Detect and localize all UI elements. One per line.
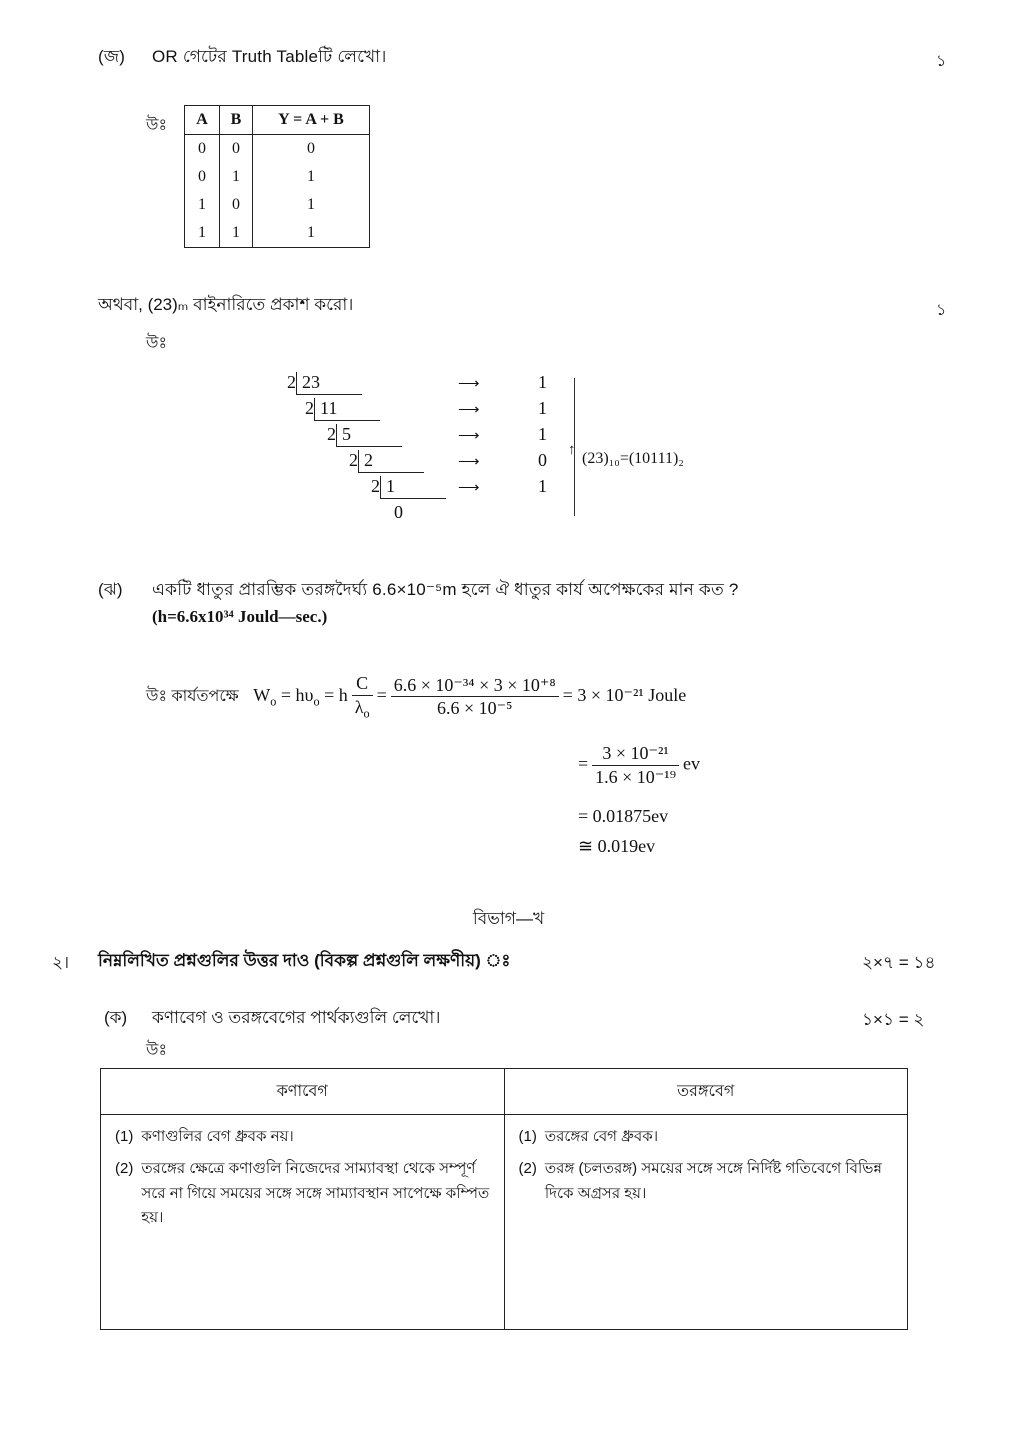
fraction-c-lambda: $\frac{C}{\lambda_o}$ xyxy=(352,672,373,722)
question-ka xyxy=(104,1005,440,1033)
question-2-text: নিম্নলিখিত প্রশ্নগুলির উত্তর দাও (বিকল্প প্রশ্নগুলি লক্ষণীয়) ঃ xyxy=(98,951,511,970)
table-row xyxy=(185,135,370,164)
comparison-cell-right xyxy=(504,1115,908,1330)
list-item-number: (1) xyxy=(115,1128,134,1145)
answer-ka-label: উঃ xyxy=(146,1042,167,1059)
truth-table-header-a: A xyxy=(185,106,220,135)
remainder-2: 1 xyxy=(538,398,547,418)
answer-ja-label: উঃ xyxy=(146,117,167,134)
dividend: 23 xyxy=(296,372,362,395)
question-ja-label: (জ) xyxy=(98,47,126,66)
table-row xyxy=(185,163,370,191)
division-row-1 xyxy=(282,372,362,395)
table-row xyxy=(185,219,370,248)
list-item-text: কণাগুলির বেগ ধ্রুবক নয়। xyxy=(141,1128,294,1145)
binary-result: (23)₁₀=(10111)₂ xyxy=(582,450,684,467)
binary-division-work xyxy=(282,372,742,532)
cell-y: 1 xyxy=(253,219,370,248)
cell-a: 0 xyxy=(185,135,220,164)
arrow-icon: ⟶ xyxy=(458,428,479,444)
value-joule-num: 3 × 10⁻²¹ xyxy=(592,742,679,766)
comparison-table-grid xyxy=(100,1068,908,1330)
list-item-text: তরঙ্গ (চলতরঙ্গ) সময়ের সঙ্গে সঙ্গে নির্দিষ্ট গতিবেগে বিভিন্ন দিকে অগ্রসর হয়। xyxy=(544,1160,882,1202)
divisor: 2 xyxy=(287,372,296,392)
division-row-3 xyxy=(322,424,402,447)
work-function-line2: = $\frac{\text{3 × 10⁻²¹}}{\text{1.6 × 10⁻¹⁹}}$ ev xyxy=(578,742,700,789)
fraction-hc-lambda: $\frac{\text{6.6 × 10⁻³⁴ × 3 × 10⁺⁸}}{\text{6.6 × 10⁻⁵}}$ xyxy=(391,674,559,721)
comparison-header-right: তরঙ্গবেগ xyxy=(504,1069,908,1115)
list-item-number: (2) xyxy=(115,1160,134,1178)
equals-sign: = xyxy=(578,753,589,774)
list-item xyxy=(519,1125,894,1149)
question-ja-marks: ১ xyxy=(936,53,947,70)
cell-a: 1 xyxy=(185,219,220,248)
comparison-header-left: কণাবেগ xyxy=(101,1069,505,1115)
cell-y: 0 xyxy=(253,135,370,164)
question-jha-label: (ঝ) xyxy=(98,580,123,599)
arrow-icon: ⟶ xyxy=(458,454,479,470)
divisor: 2 xyxy=(305,398,314,418)
answer-prefix: উঃ কার্যতপক্ষে xyxy=(146,688,239,706)
cell-b: 1 xyxy=(220,219,253,248)
list-item-number: (1) xyxy=(518,1128,537,1145)
table-row xyxy=(185,191,370,219)
cell-b: 0 xyxy=(220,191,253,219)
question-jha-text-line2: (h=6.6x10³⁴ Jould—sec.) xyxy=(152,607,328,626)
remainder-3: 1 xyxy=(538,424,547,444)
division-row-4 xyxy=(344,450,424,473)
arrow-icon: ⟶ xyxy=(458,480,479,496)
table-row xyxy=(101,1115,908,1330)
alternative-1-marks: ১ xyxy=(936,302,947,319)
cell-b: 1 xyxy=(220,163,253,191)
table-header-row xyxy=(101,1069,908,1115)
truth-table xyxy=(184,105,370,248)
cell-a: 1 xyxy=(185,191,220,219)
comparison-table xyxy=(100,1068,908,1330)
question-2-marks: ২×৭ = ১৪ xyxy=(862,953,936,972)
question-2-number: ২। xyxy=(52,953,70,972)
truth-table-grid xyxy=(184,105,370,248)
up-arrow-icon: ↑ xyxy=(568,442,576,458)
question-ka-marks: ১×১ = ২ xyxy=(862,1010,925,1029)
cell-b: 0 xyxy=(220,135,253,164)
question-ja-text: OR গেটের Truth Tableটি লেখো। xyxy=(152,47,387,66)
fraction-energy-charge xyxy=(592,742,679,789)
work-function-line3: = 0.01875ev xyxy=(578,806,669,826)
value-h: 6.6 × 10⁻³⁴ xyxy=(393,674,475,695)
cell-y: 1 xyxy=(253,191,370,219)
question-ja xyxy=(98,44,928,72)
division-row-5 xyxy=(366,476,446,499)
question-jha-text: একটি ধাতুর প্রারম্ভিক তরঙ্গদৈর্ঘ্য 6.6×10⁻⁵m হলে ঐ ধাতুর কার্য অপেক্ষকের মান কত ? xyxy=(152,580,739,599)
final-quotient: 0 xyxy=(394,502,403,522)
cell-a: 0 xyxy=(185,163,220,191)
section-heading: বিভাগ—খ xyxy=(472,909,545,928)
dividend: 11 xyxy=(314,398,380,421)
value-joule: 3 × 10⁻²¹ xyxy=(577,685,644,706)
list-item xyxy=(115,1125,490,1149)
arrow-icon: ⟶ xyxy=(458,402,479,418)
question-ka-label: (ক) xyxy=(104,1008,128,1027)
divisor: 2 xyxy=(327,424,336,444)
alternative-question-1: অথবা, (23)ₘ বাইনারিতে প্রকাশ করো। xyxy=(98,295,354,314)
dividend: 5 xyxy=(336,424,402,447)
list-item xyxy=(115,1157,490,1230)
comparison-cell-left xyxy=(101,1115,505,1330)
cell-y: 1 xyxy=(253,163,370,191)
remainder-5: 1 xyxy=(538,476,547,496)
dividend: 2 xyxy=(358,450,424,473)
division-row-2 xyxy=(300,398,380,421)
list-item-number: (2) xyxy=(518,1160,537,1178)
value-electron-charge: 1.6 × 10⁻¹⁹ xyxy=(595,766,676,787)
table-header-row xyxy=(185,106,370,135)
work-function-solution xyxy=(146,672,686,722)
value-c: 3 × 10⁺⁸ xyxy=(493,674,556,695)
divisor: 2 xyxy=(371,476,380,496)
arrow-icon: ⟶ xyxy=(458,376,479,392)
question-jha xyxy=(98,577,958,605)
question-ka-text: কণাবেগ ও তরঙ্গবেগের পার্থক্যগুলি লেখো। xyxy=(152,1008,441,1027)
truth-table-header-y: Y = A + B xyxy=(253,106,370,135)
work-function-line4: ≅ 0.019ev xyxy=(578,836,656,856)
truth-table-header-b: B xyxy=(220,106,253,135)
list-item-text: তরঙ্গের বেগ ধ্রুবক। xyxy=(544,1128,659,1145)
work-function-equation-line1: উঃ কার্যতপক্ষে $W_o = h\upsilon_o = h$ $\frac{C}{\lambda_o}$ = $\frac{\text{6.6 × 10⁻³⁴ × 3 × 10⁺⁸}}{\text{6.6 × 10⁻⁵}}$ = 3 × 10⁻²¹ Joule xyxy=(146,673,687,721)
list-item-text: তরঙ্গের ক্ষেত্রে কণাগুলি নিজেদের সাম্যাবস্থা থেকে সম্পূর্ণ সরে না গিয়ে সময়ের সঙ্গে সঙ্গে সাম্যাবস্থান সাপেক্ষে কম্পিত হয়। xyxy=(141,1160,490,1226)
remainder-1: 1 xyxy=(538,372,547,392)
divisor: 2 xyxy=(349,450,358,470)
remainder-4: 0 xyxy=(538,450,547,470)
answer-alternative-1-label: উঃ xyxy=(146,335,167,352)
dividend: 1 xyxy=(380,476,446,499)
list-item xyxy=(519,1157,894,1206)
value-lambda: 6.6 × 10⁻⁵ xyxy=(436,698,513,719)
